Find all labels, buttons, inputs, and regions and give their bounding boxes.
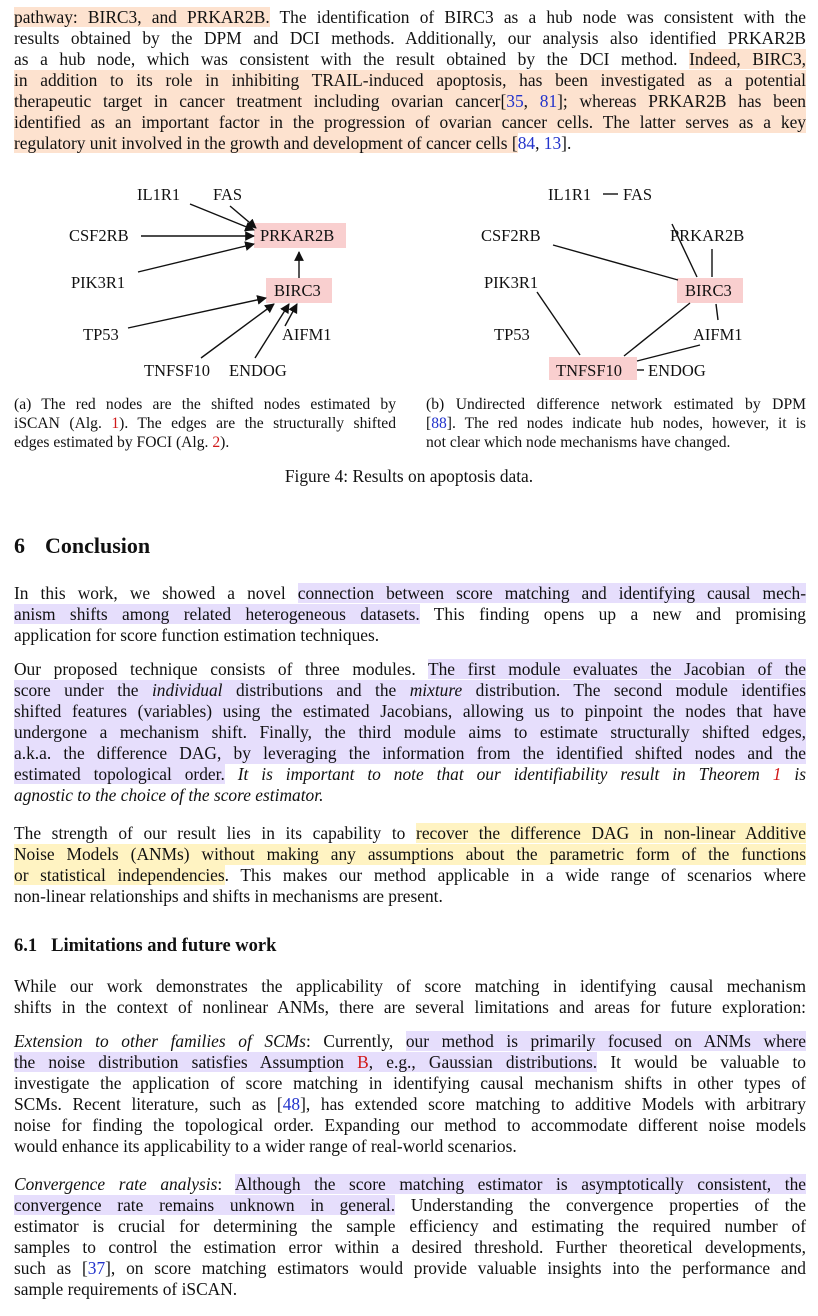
node-fas: FAS [213,185,243,204]
text-line: estimated topological order. It is important to note that our identifiability result in Theorem 1 is [14,764,806,784]
text-line: would enhance its applicability to a wider range of real-world scenarios. [14,1136,517,1156]
text-line: pathway: BIRC3, and PRKAR2B. The identification of BIRC3 as a hub node was consistent with the [14,7,806,27]
node-pik3r1-b: PIK3R1 [484,273,539,292]
text-line: shifted features (variables) using the estimated Jacobians, allowing us to pinpoint the nodes that have [14,701,806,721]
text-line: SCMs. Recent literature, such as [48], has extended score matching to additive Models with arbitrary [14,1094,806,1114]
text-line: score under the individual distributions and the mixture distribution. The second module identifies [14,680,807,700]
node-birc3: BIRC3 [274,281,321,300]
edge-birc3-tnfsf10-b [624,303,690,356]
edge-aifm1-tnfsf10-b [637,345,700,361]
text-line: as a hub node, which was consistent with the result obtained by the DCI method. Indeed, BIRC3, [14,49,806,69]
text-line: therapeutic target in cancer treatment including ovarian cancer[35, 81]; whereas PRKAR2B has been [14,91,806,111]
section-heading: 6 Conclusion [14,533,151,558]
node-birc3-b: BIRC3 [685,281,732,300]
node-endog: ENDOG [229,361,287,380]
citation-link[interactable]: 81 [539,91,558,111]
text-line: convergence rate remains unknown in general. Understanding the convergence properties of the [14,1195,806,1215]
edge-tnfsf10-birc3 [201,304,274,358]
edge-tp53-birc3 [128,298,266,328]
figure-4-graphs [0,180,818,380]
node-tnfsf10-b: TNFSF10 [556,361,623,380]
node-prkar2b-b: PRKAR2B [670,226,745,245]
edge-fas-prkar2b [230,206,256,228]
subsection-heading: 6.1 Limitations and future work [14,936,277,956]
node-endog-b: ENDOG [648,361,706,380]
text-line: results obtained by the DPM and DCI methods. Additionally, our analysis also identified PRKAR2B [14,28,806,48]
text-line: Noise Models (ANMs) without making any assumptions about the parametric form of the functions [14,844,806,864]
text-line: or statistical independencies. This makes our method applicable in a wide range of scenarios where [14,865,806,885]
node-il1r1: IL1R1 [137,185,181,204]
citation-link[interactable]: 37 [87,1258,106,1278]
figure-caption: Figure 4: Results on apoptosis data. [284,466,534,486]
text-line: sample requirements of iSCAN. [14,1279,238,1299]
node-prkar2b: PRKAR2B [260,226,335,245]
graph-b [481,185,744,380]
node-il1r1-b: IL1R1 [548,185,592,204]
citation-link[interactable]: 13 [543,133,562,153]
text-line: non-linear relationships and shifts in mechanisms are present. [14,886,443,906]
node-csf2rb: CSF2RB [69,226,129,245]
text-line: agnostic to the choice of the score estimator. [14,785,324,805]
text-line: regulatory unit involved in the growth and development of cancer cells [84, 13]. [14,133,572,153]
text-line: noise for finding the topological order. Expanding our method to accommodate different noise models [14,1115,806,1135]
text-line: estimator is crucial for determining the sample efficiency and estimating the required number of [14,1216,806,1236]
theorem-ref-link[interactable]: 1 [772,764,782,784]
edge-birc3-aifm1-b [716,304,718,320]
text-line: Convergence rate analysis: Although the score matching estimator is asymptotically consistent, the [14,1174,807,1194]
citation-link[interactable]: 48 [282,1094,301,1114]
text-line: anism shifts among related heterogeneous datasets. This finding opens up a new and promising [14,604,806,624]
citation-link[interactable]: 84 [517,133,536,153]
node-aifm1: AIFM1 [282,325,332,344]
text-line: undergone a mechanism shift. Finally, the third module aims to estimate structurally shifted edges, [14,722,806,742]
algorithm-ref-link[interactable]: 1 [111,415,120,432]
algorithm-ref-link[interactable]: 2 [212,434,221,451]
node-csf2rb-b: CSF2RB [481,226,541,245]
text-line: Our proposed technique consists of three modules. The first module evaluates the Jacobian of the [14,659,806,679]
text-line: In this work, we showed a novel connection between score matching and identifying causal mech- [14,583,806,603]
citation-link[interactable]: 35 [506,91,524,111]
text-line: samples to control the estimation error within a desired threshold. Further theoretical developments, [14,1237,806,1257]
node-pik3r1: PIK3R1 [71,273,126,292]
text-line: While our work demonstrates the applicability of score matching in identifying causal mechanism [14,976,806,996]
assumption-ref-link[interactable]: B [357,1052,369,1072]
text-line: application for score function estimation techniques. [14,625,380,645]
text-line: such as [37], on score matching estimators would provide valuable insights into the performance and [14,1258,806,1278]
node-tp53: TP53 [83,325,119,344]
edge-csf2rb-birc3-b [553,245,678,280]
edge-pik3r1-tnfsf10-b [537,292,580,355]
text-line: identified as an important factor in the progression of ovarian cancer cells. The latter serves as a key [14,112,806,132]
node-fas-b: FAS [623,185,653,204]
text-line: The strength of our result lies in its capability to recover the difference DAG in non-linear Additive [14,823,806,843]
edge-il1r1-prkar2b [190,204,254,230]
citation-link[interactable]: 88 [431,415,447,432]
graph-a [69,185,346,380]
edge-pik3r1-prkar2b [138,244,254,272]
text-line: investigate the application of score matching in identifying causal mechanism shifts in other types of [14,1073,806,1093]
text-line: shifts in the context of nonlinear ANMs, there are several limitations and areas for future exploration: [14,997,806,1017]
text-line: the noise distribution satisfies Assumption B, e.g., Gaussian distributions. It would be valuable to [14,1052,806,1072]
node-aifm1-b: AIFM1 [693,325,743,344]
text-line: Extension to other families of SCMs: Currently, our method is primarily focused on ANMs where [14,1031,806,1051]
node-tnfsf10: TNFSF10 [144,361,211,380]
text-line: in addition to its role in inhibiting TRAIL-induced apoptosis, has been investigated as a potential [14,70,806,90]
text-line: a.k.a. the difference DAG, by leveraging the information from the identified shifted nodes and the [14,743,806,763]
node-tp53-b: TP53 [494,325,530,344]
